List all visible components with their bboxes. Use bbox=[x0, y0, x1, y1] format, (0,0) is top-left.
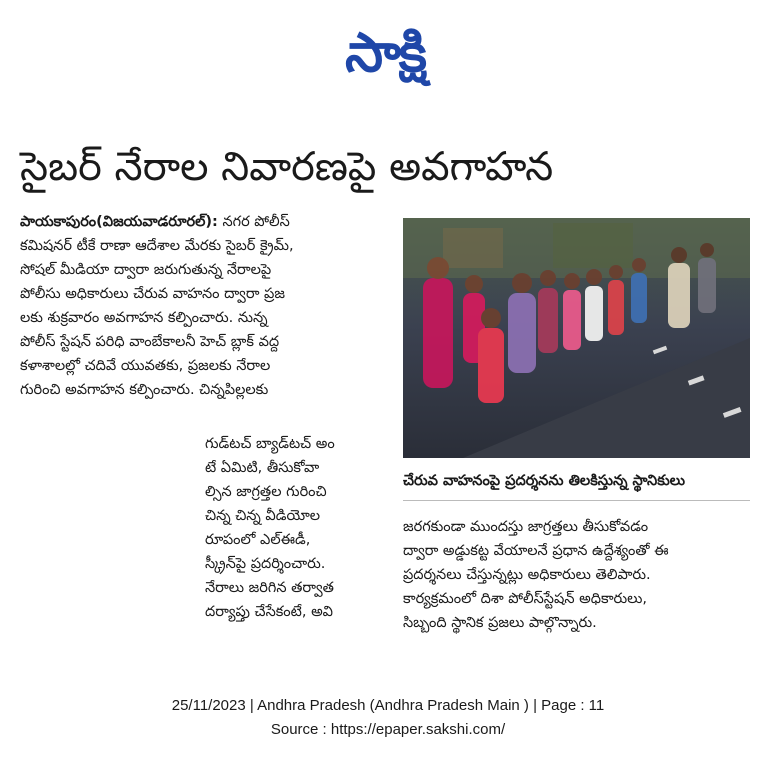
article-dateline: పాయకాపురం(విజయవాడరూరల్): bbox=[20, 214, 218, 230]
article-line: టే ఏమిటి, తీసుకోవా bbox=[205, 460, 320, 476]
article-line bbox=[20, 210, 388, 234]
article-line: కళాశాలల్లో చదివే యువతకు, ప్రజలకు నేరాల bbox=[20, 358, 271, 374]
article-photo bbox=[403, 218, 750, 458]
article-line: సోషల్ మీడియా ద్వారా జరుగుతున్న నేరాలపై bbox=[20, 262, 272, 278]
article-line: నేరాలు జరిగిన తర్వాత bbox=[205, 580, 334, 596]
article-line: గుడ్‌టచ్ బ్యాడ్‌టచ్ అం bbox=[205, 436, 335, 452]
article-line: పోలీస్ స్టేషన్ పరిధి వాంబేకాలనీ హెచ్ బ్లాక్ వద్ద bbox=[20, 334, 280, 350]
article-line: కమిషనర్ టీకే రాణా ఆదేశాల మేరకు సైబర్ క్రైమ్, bbox=[20, 238, 294, 254]
logo-text: సాక్షి bbox=[345, 21, 425, 84]
article-line: లకు శుక్రవారం అవగాహన కల్పించారు. నున్న bbox=[20, 310, 268, 326]
article-body-narrow-column bbox=[205, 432, 387, 624]
photo-caption: చేరువ వాహనంపై ప్రదర్శనను తిలకిస్తున్న స్థానికులు bbox=[403, 462, 750, 501]
article-text: నగర పోలీస్ bbox=[217, 214, 290, 230]
article-line: ప్రదర్శనలు చేస్తున్నట్లు అధికారులు తెలిపారు. bbox=[403, 567, 651, 583]
article-line: చిన్న చిన్న వీడియోల bbox=[205, 508, 321, 524]
article-line: పోలీసు అధికారులు చేరువ వాహనం ద్వారా ప్రజ bbox=[20, 286, 285, 302]
article-line: ద్వారా అడ్డుకట్ట వేయాలనే ప్రధాన ఉద్దేశ్యంతో ఈ bbox=[403, 543, 669, 559]
article-line: కార్యక్రమంలో దిశా పోలీస్‌స్టేషన్ అధికారులు, bbox=[403, 591, 648, 607]
article-line: దర్యాప్తు చేసేకంటే, అవి bbox=[205, 604, 333, 620]
footer-edition-info: 25/11/2023 | Andhra Pradesh (Andhra Pradesh Main ) | Page : 11 bbox=[171, 697, 605, 714]
article-body-right-column bbox=[403, 515, 753, 635]
article-line: జరగకుండా ముందస్తు జాగ్రత్తలు తీసుకోవడం bbox=[403, 519, 649, 535]
article-line: గురించి అవగాహన కల్పించారు. చిన్నపిల్లలకు bbox=[20, 382, 269, 398]
article-line: సిబ్బంది స్థానిక ప్రజలు పాల్గొన్నారు. bbox=[403, 615, 597, 631]
footer-source-link[interactable]: Source : https://epaper.sakshi.com/ bbox=[270, 721, 506, 738]
article-body-left-column bbox=[20, 210, 388, 402]
article-line: రూపంలో ఎల్ఈడీ, bbox=[205, 532, 311, 548]
article-headline: సైబర్ నేరాల నివారణపై అవగాహన bbox=[20, 144, 554, 190]
masthead-logo bbox=[285, 18, 485, 88]
street-scene-photo bbox=[403, 218, 750, 458]
article-line: ల్సిన జాగ్రత్తల గురించి bbox=[205, 484, 327, 500]
article-line: స్క్రీన్‌పై ప్రదర్శించారు. bbox=[205, 556, 326, 572]
